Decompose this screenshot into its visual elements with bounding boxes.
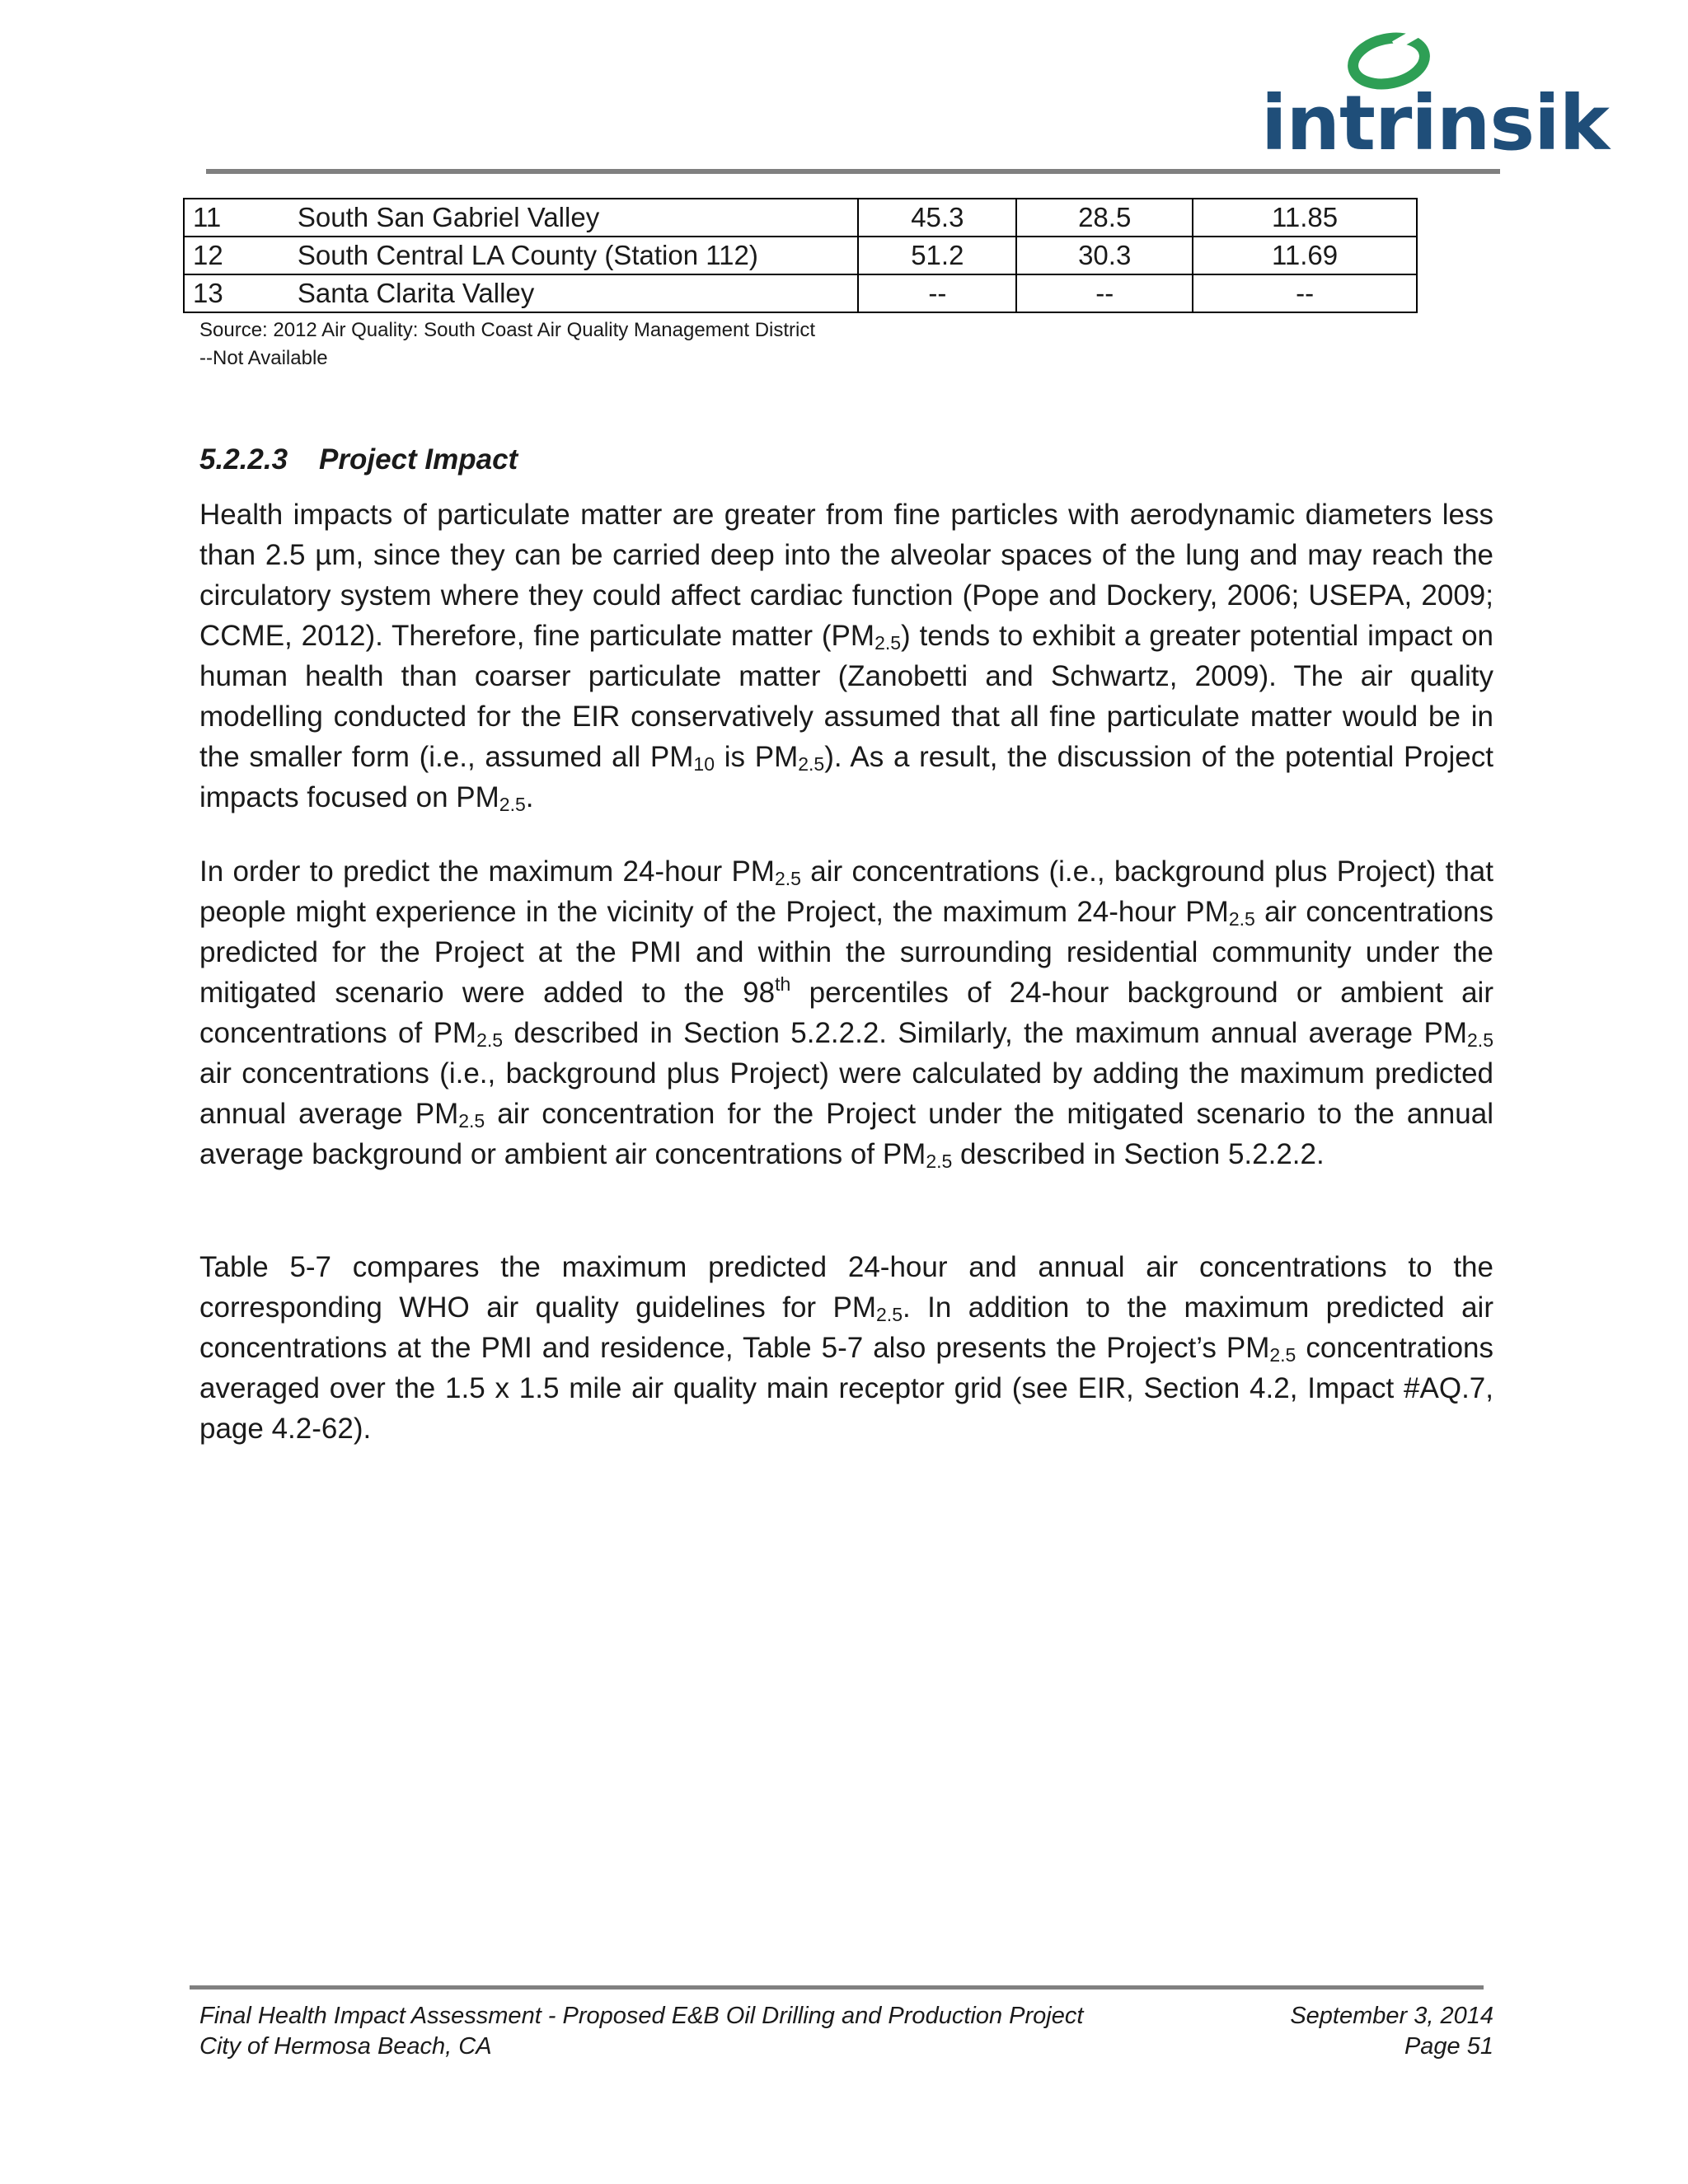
intrinsik-logo <box>1261 30 1609 167</box>
air-quality-table <box>183 198 1418 313</box>
footer-page-number: Page 51 <box>1404 2033 1493 2060</box>
station-name: Santa Clarita Valley <box>289 274 858 312</box>
table-cell: -- <box>858 274 1016 312</box>
table-row <box>184 199 1417 237</box>
table-source-note: Source: 2012 Air Quality: South Coast Air Quality Management District <box>199 319 816 341</box>
footer-document-title: Final Health Impact Assessment - Proposed E&B Oil Drilling and Production Project <box>199 2003 1084 2029</box>
table-cell: 45.3 <box>858 199 1016 237</box>
not-available-note: --Not Available <box>199 347 328 369</box>
footer-date: September 3, 2014 <box>1290 2003 1493 2029</box>
section-heading <box>199 443 518 476</box>
station-number: 12 <box>184 237 289 274</box>
footer-rule <box>190 1985 1484 1990</box>
table-cell: 28.5 <box>1016 199 1193 237</box>
station-name: South Central LA County (Station 112) <box>289 237 858 274</box>
table-cell: 11.69 <box>1193 237 1417 274</box>
table-cell: 30.3 <box>1016 237 1193 274</box>
table-cell: -- <box>1016 274 1193 312</box>
logo-text: intrinsik <box>1261 79 1609 167</box>
station-number: 11 <box>184 199 289 237</box>
table-cell: 11.85 <box>1193 199 1417 237</box>
header-rule <box>206 169 1500 174</box>
station-number: 13 <box>184 274 289 312</box>
station-name: South San Gabriel Valley <box>289 199 858 237</box>
table-cell: -- <box>1193 274 1417 312</box>
paragraph-table-comparison: Table 5-7 compares the maximum predicted 24-hour and annual air concentrations to the corresponding WHO air quality guidelines for $PM_{2.5}$. In addition to the maximum predicted air concentrations at the PMI and residence, Table 5-7 also presents the Project’s $PM_{2.5}$ concentrations averaged over the 1.5 x 1.5 mile air quality main receptor grid (see EIR, Section 4.2, Impact #AQ.7, page 4.2-62). <box>199 1251 1493 1445</box>
table-row <box>184 274 1417 312</box>
paragraph-health-impacts: Health impacts of particulate matter are greater from fine particles with aerodynamic diameters less than 2.5 µm, since they can be carried deep into the alveolar spaces of the lung and may reach the circulatory system where they could affect cardiac function (Pope and Dockery, 2006; USEPA, 2009; CCME, 2012). Therefore, fine particulate matter $(PM_{2.5})$ tends to exhibit a greater potential impact on human health than coarser particulate matter (Zanobetti and Schwartz, 2009). The air quality modelling conducted for the EIR conservatively assumed that all fine particulate matter would be in the smaller form (i.e., assumed all $PM_{10}$ is $PM_{2.5}$). As a result, the discussion of the potential Project impacts focused on $PM_{2.5}$. <box>199 499 1493 815</box>
section-title: Project Impact <box>319 443 518 476</box>
footer-city: City of Hermosa Beach, CA <box>199 2033 492 2060</box>
paragraph-prediction-method: In order to predict the maximum 24-hour $PM_{2.5}$ air concentrations (i.e., background plus Project) that people might experience in the vicinity of the Project, the maximum 24-hour $PM_{2.5}$ air concentrations predicted for the Project at the PMI and within the surrounding residential community under the mitigated scenario were added to the 98th percentiles of 24-hour background or ambient air concentrations of $PM_{2.5}$ described in Section 5.2.2.2. Similarly, the maximum annual average $PM_{2.5}$ air concentrations (i.e., background plus Project) were calculated by adding the maximum predicted annual average $PM_{2.5}$ air concentration for the Project under the mitigated scenario to the annual average background or ambient air concentrations of $PM_{2.5}$ described in Section 5.2.2.2. <box>199 855 1493 1172</box>
section-number: 5.2.2.3 <box>199 443 288 476</box>
page-footer <box>199 2001 1493 2062</box>
table-cell: 51.2 <box>858 237 1016 274</box>
table-row <box>184 237 1417 274</box>
table-notes <box>199 316 815 373</box>
